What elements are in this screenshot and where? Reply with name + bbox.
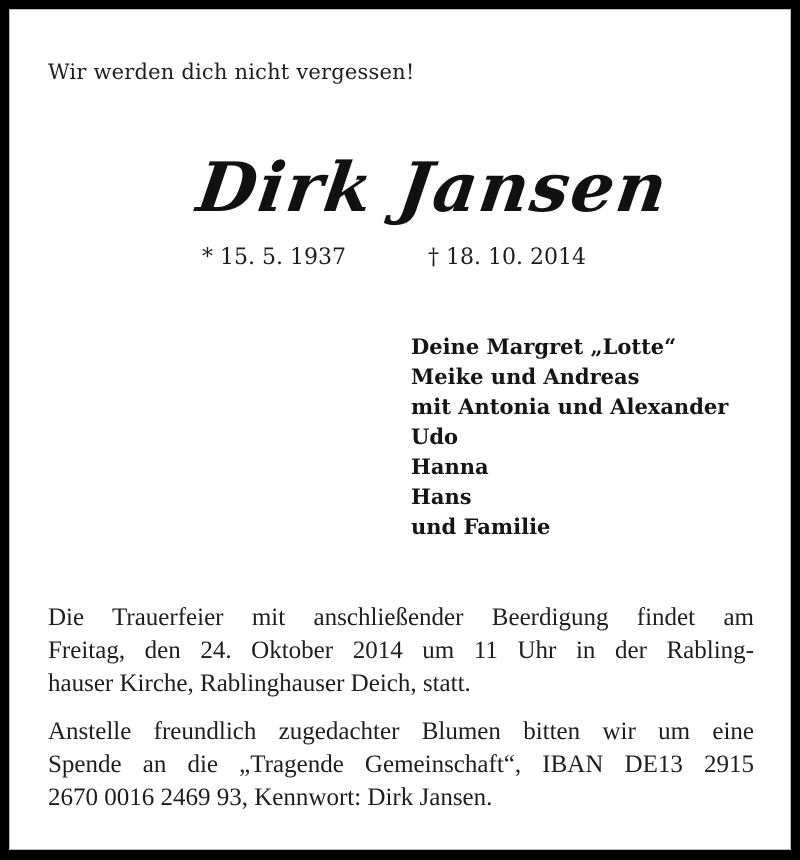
mourner-line: Deine Margret „Lotte“	[411, 334, 677, 359]
mourner-line: Udo	[411, 424, 459, 449]
paragraph-line: Spende an die „Tragende Gemeinschaft“, IBAN DE13 2915	[48, 751, 754, 778]
birth-date: * 15. 5. 1937	[202, 245, 346, 270]
paragraph-line: 2670 0016 2469 93, Kennwort: Dirk Jansen.	[48, 784, 493, 811]
mourner-line: Hans	[411, 484, 472, 509]
paragraph-line: hauser Kirche, Rablinghauser Deich, statt.	[48, 670, 471, 697]
death-date: † 18. 10. 2014	[428, 245, 586, 270]
motto-line: Wir werden dich nicht vergessen!	[48, 60, 415, 84]
paragraph-line: Anstelle freundlich zugedachter Blumen bitten wir um eine	[48, 718, 754, 745]
donation-paragraph	[48, 715, 754, 814]
mourners-list	[411, 332, 728, 542]
mourner-line: mit Antonia und Alexander	[411, 394, 729, 419]
mourner-line: Hanna	[411, 454, 489, 479]
paragraph-line: Freitag, den 24. Oktober 2014 um 11 Uhr in der Rabling-	[48, 637, 754, 664]
paragraph-line: Die Trauerfeier mit anschließender Beerdigung findet am	[48, 604, 754, 631]
mourner-line: und Familie	[411, 514, 551, 539]
mourner-line: Meike und Andreas	[411, 364, 640, 389]
obituary-notice	[9, 9, 791, 850]
funeral-service-paragraph	[48, 601, 754, 700]
deceased-name: Dirk Jansen	[192, 148, 674, 228]
